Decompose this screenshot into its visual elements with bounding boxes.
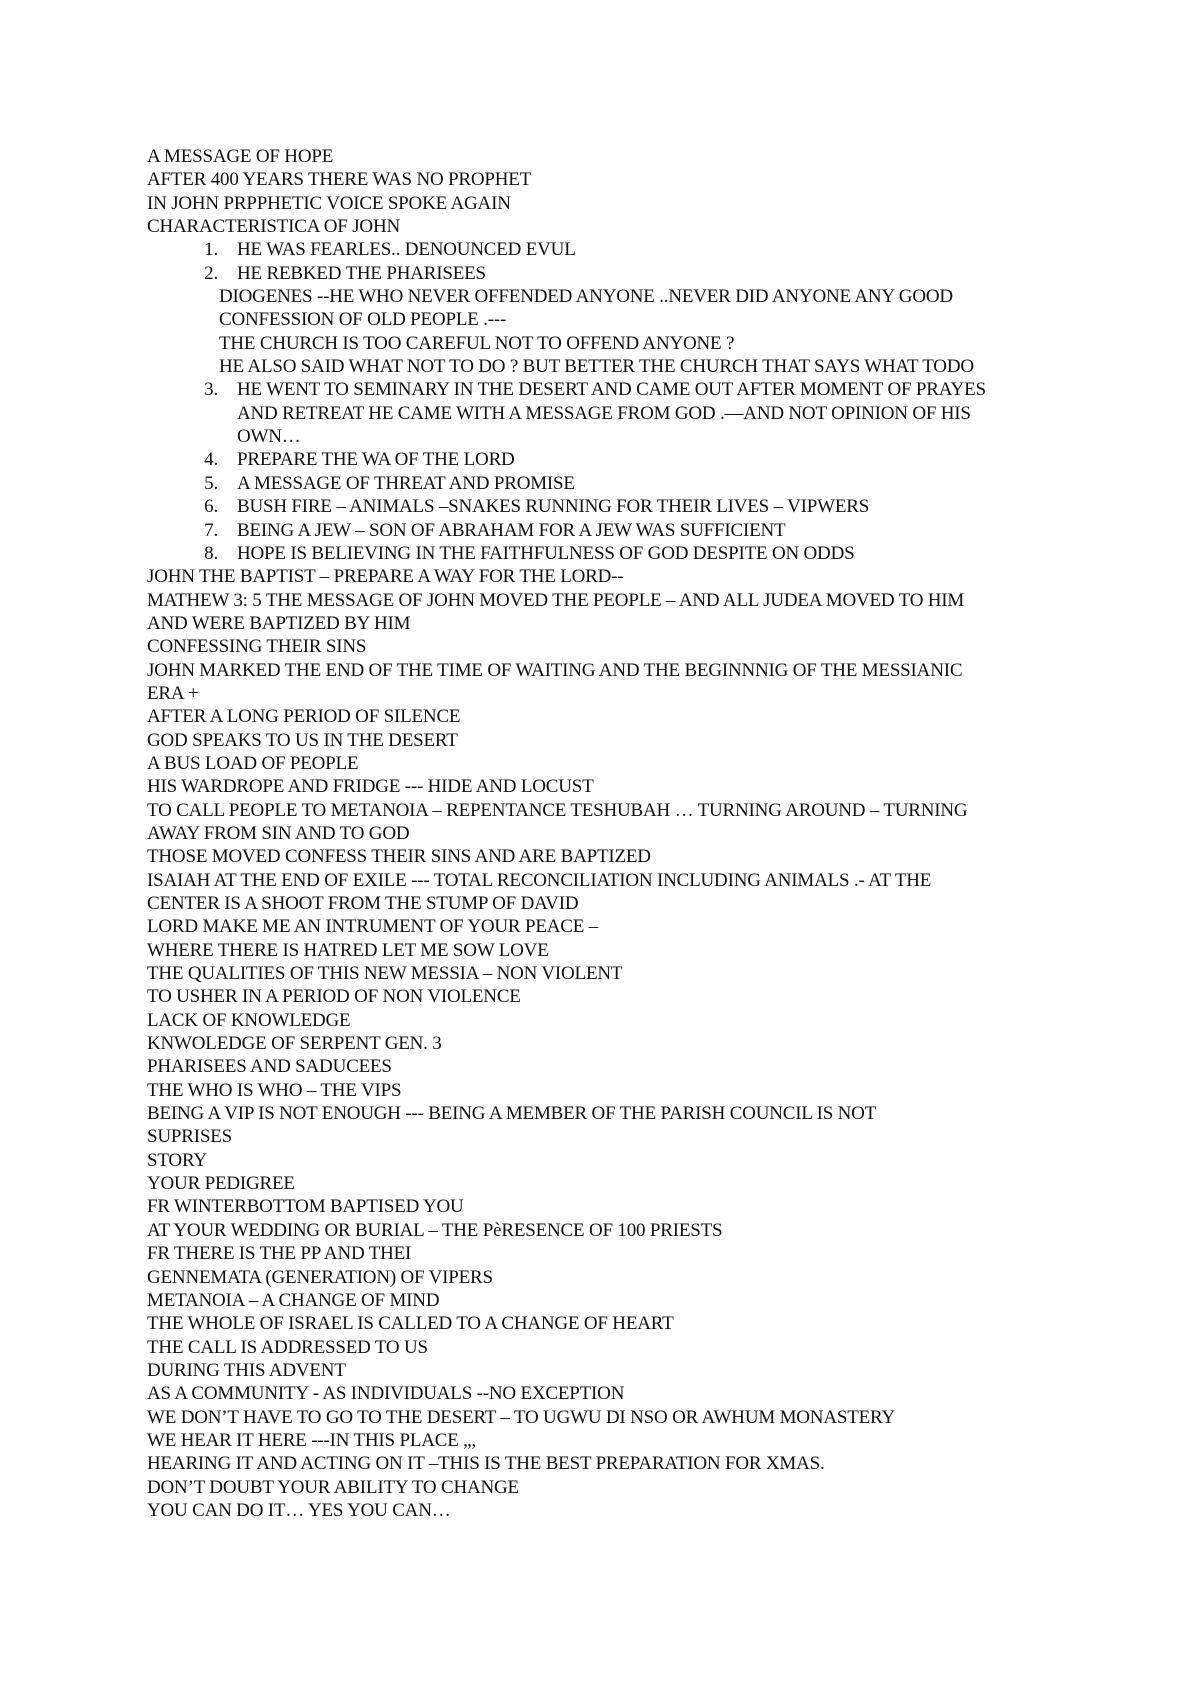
list-sub-line: CONFESSION OF OLD PEOPLE .--- — [219, 309, 507, 331]
text-line: AFTER A LONG PERIOD OF SILENCE — [147, 706, 461, 728]
text-line: KNWOLEDGE OF SERPENT GEN. 3 — [147, 1033, 442, 1055]
text-line: METANOIA – A CHANGE OF MIND — [147, 1289, 440, 1311]
list-item-line: OWN… — [237, 426, 301, 448]
text-line: TO CALL PEOPLE TO METANOIA – REPENTANCE TESHUBAH … TURNING AROUND – TURNING — [147, 799, 968, 821]
text-line: DON’T DOUBT YOUR ABILITY TO CHANGE — [147, 1476, 519, 1498]
text-line: LORD MAKE ME AN INTRUMENT OF YOUR PEACE – — [147, 916, 598, 938]
text-line: STORY — [147, 1149, 207, 1171]
text-line: AS A COMMUNITY - AS INDIVIDUALS --NO EXCEPTION — [147, 1383, 625, 1405]
body-text — [147, 565, 1097, 1522]
list-sub-line: DIOGENES --HE WHO NEVER OFFENDED ANYONE ..NEVER DID ANYONE ANY GOOD — [219, 286, 953, 308]
list-number: 4. — [204, 449, 218, 471]
list-sub-line: HE ALSO SAID WHAT NOT TO DO ? BUT BETTER THE CHURCH THAT SAYS WHAT TODO — [219, 356, 974, 378]
list-number: 5. — [204, 472, 218, 494]
list-item-text: BUSH FIRE – ANIMALS –SNAKES RUNNING FOR THEIR LIVES – VIPWERS — [237, 496, 870, 518]
list-number: 6. — [204, 496, 218, 518]
list-item — [147, 262, 1097, 285]
document-title: A MESSAGE OF HOPE — [147, 146, 334, 167]
list-item — [147, 519, 1097, 542]
text-line: CONFESSING THEIR SINS — [147, 636, 367, 658]
text-line: FR THERE IS THE PP AND THEI — [147, 1243, 412, 1265]
list-item-text: A MESSAGE OF THREAT AND PROMISE — [237, 472, 575, 494]
text-line: CENTER IS A SHOOT FROM THE STUMP OF DAVID — [147, 893, 579, 914]
text-line: GENNEMATA (GENERATION) OF VIPERS — [147, 1266, 493, 1288]
list-item-text: PREPARE THE WA OF THE LORD — [237, 449, 515, 471]
list-number: 8. — [204, 542, 218, 564]
list-sub-line: THE CHURCH IS TOO CAREFUL NOT TO OFFEND ANYONE ? — [219, 332, 735, 354]
text-line: JOHN MARKED THE END OF THE TIME OF WAITING AND THE BEGINNNIG OF THE MESSIANIC — [147, 659, 963, 681]
list-item-text: BEING A JEW – SON OF ABRAHAM FOR A JEW WAS SUFFICIENT — [237, 519, 786, 541]
text-line: AT YOUR WEDDING OR BURIAL – THE PèRESENCE OF 100 PRIESTS — [147, 1219, 723, 1241]
text-line: WE HEAR IT HERE ---IN THIS PLACE „, — [147, 1429, 476, 1451]
text-line: HEARING IT AND ACTING ON IT –THIS IS THE BEST PREPARATION FOR XMAS. — [147, 1453, 825, 1475]
list-number: 3. — [204, 379, 218, 401]
text-line: THOSE MOVED CONFESS THEIR SINS AND ARE BAPTIZED — [147, 846, 651, 868]
text-line: THE WHOLE OF ISRAEL IS CALLED TO A CHANGE OF HEART — [147, 1313, 674, 1335]
list-item — [147, 542, 1097, 565]
text-line: WE DON’T HAVE TO GO TO THE DESERT – TO UGWU DI NSO OR AWHUM MONASTERY — [147, 1406, 895, 1428]
list-item — [147, 238, 1097, 261]
text-line: ERA + — [147, 682, 199, 704]
list-item-line: AND RETREAT HE CAME WITH A MESSAGE FROM GOD .—AND NOT OPINION OF HIS — [237, 402, 971, 424]
text-line: PHARISEES AND SADUCEES — [147, 1056, 392, 1078]
list-number: 1. — [204, 239, 218, 261]
text-line: AFTER 400 YEARS THERE WAS NO PROPHET — [147, 169, 532, 191]
text-line: HIS WARDROPE AND FRIDGE --- HIDE AND LOCUST — [147, 776, 594, 798]
text-line: AWAY FROM SIN AND TO GOD — [147, 822, 410, 844]
text-line: ISAIAH AT THE END OF EXILE --- TOTAL RECONCILIATION INCLUDING ANIMALS .- AT THE — [147, 869, 932, 891]
list-item — [147, 472, 1097, 495]
list-item — [147, 378, 1097, 448]
text-line: YOUR PEDIGREE — [147, 1173, 295, 1195]
text-line: AND WERE BAPTIZED BY HIM — [147, 612, 411, 634]
text-line: WHERE THERE IS HATRED LET ME SOW LOVE — [147, 939, 549, 961]
list-number: 2. — [204, 262, 218, 284]
text-line: SUPRISES — [147, 1126, 232, 1148]
text-line: MATHEW 3: 5 THE MESSAGE OF JOHN MOVED THE PEOPLE – AND ALL JUDEA MOVED TO HIM — [147, 589, 965, 611]
text-line: LACK OF KNOWLEDGE — [147, 1009, 351, 1031]
text-line: THE WHO IS WHO – THE VIPS — [147, 1079, 402, 1101]
text-line: A BUS LOAD OF PEOPLE — [147, 752, 359, 774]
text-line: THE QUALITIES OF THIS NEW MESSIA – NON VIOLENT — [147, 963, 623, 985]
list-item-line: HE WENT TO SEMINARY IN THE DESERT AND CAME OUT AFTER MOMENT OF PRAYES — [237, 379, 986, 401]
text-line: JOHN THE BAPTIST – PREPARE A WAY FOR THE LORD-- — [147, 566, 624, 588]
document-body — [147, 145, 1097, 1522]
list-item-text: HOPE IS BELIEVING IN THE FAITHFULNESS OF GOD DESPITE ON ODDS — [237, 542, 855, 564]
list-item-text — [219, 378, 1057, 448]
text-line: TO USHER IN A PERIOD OF NON VIOLENCE — [147, 986, 521, 1008]
text-line: DURING THIS ADVENT — [147, 1359, 346, 1381]
text-line: THE CALL IS ADDRESSED TO US — [147, 1336, 428, 1358]
list-item — [147, 448, 1097, 471]
text-line: BEING A VIP IS NOT ENOUGH --- BEING A MEMBER OF THE PARISH COUNCIL IS NOT — [147, 1103, 877, 1125]
list-item — [147, 495, 1097, 518]
text-line: IN JOHN PRPPHETIC VOICE SPOKE AGAIN — [147, 192, 511, 214]
text-line: CHARACTERISTICA OF JOHN — [147, 216, 400, 238]
text-line: GOD SPEAKS TO US IN THE DESERT — [147, 729, 458, 751]
list-item-text: HE REBKED THE PHARISEES — [237, 262, 486, 284]
list-number: 7. — [204, 519, 218, 541]
text-line: YOU CAN DO IT… YES YOU CAN… — [147, 1499, 451, 1521]
text-line: FR WINTERBOTTOM BAPTISED YOU — [147, 1196, 464, 1218]
list-item-text: HE WAS FEARLES.. DENOUNCED EVUL — [237, 239, 576, 261]
